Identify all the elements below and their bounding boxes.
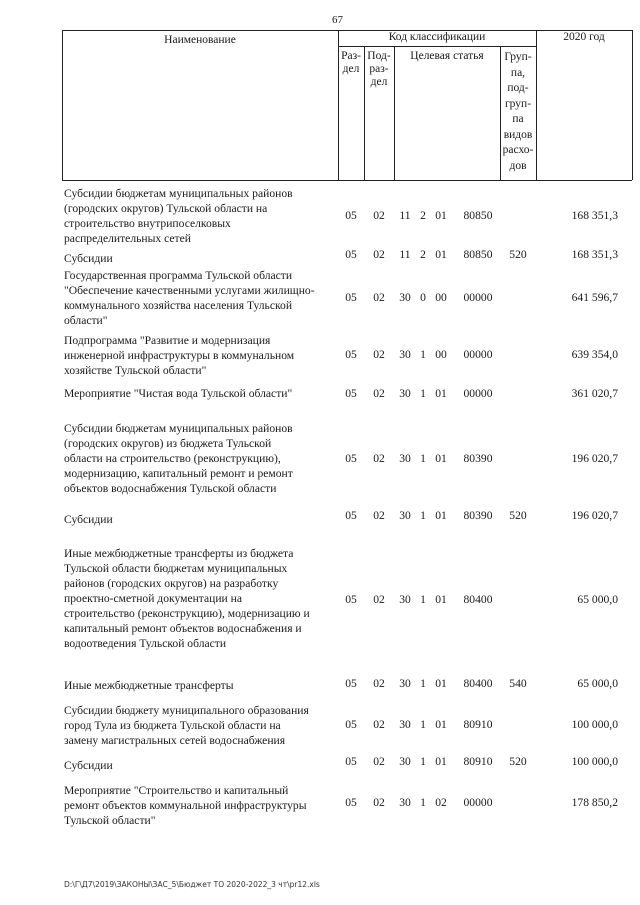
row-expense-group: 520 [509,755,527,768]
row-amount: 168 351,3 [571,209,618,222]
row-target-code: 00000 [463,348,493,361]
row-expense-group: 520 [509,509,527,522]
row-target-code: 80850 [463,248,493,261]
row-section: 05 [345,387,357,400]
row-subsection: 02 [373,291,385,304]
row-target-subprogram: 1 [420,593,426,606]
row-name: Субсидии бюджетам муниципальных районов (городских округов) из бюджета Тульской области на строительство (реконструкцию), модернизацию, капитальный ремонт и ремонт объектов водоснабжения Тульской области [64,422,293,495]
row-subsection: 02 [373,452,385,465]
row-target-subprogram: 1 [420,796,426,809]
row-target-event: 01 [435,755,447,768]
row-subsection: 02 [373,248,385,261]
row-target-program: 30 [399,677,411,690]
row-target-program: 30 [399,291,411,304]
row-amount: 361 020,7 [571,387,618,400]
row-amount: 100 000,0 [571,755,618,768]
row-subsection: 02 [373,677,385,690]
row-target-program: 30 [399,452,411,465]
header-year: 2020 год [563,31,605,43]
row-target-program: 11 [399,209,411,222]
row-amount: 196 020,7 [571,509,618,522]
row-section: 05 [345,755,357,768]
row-target-subprogram: 1 [420,755,426,768]
row-target-event: 01 [435,509,447,522]
row-subsection: 02 [373,209,385,222]
header-expense-group: Груп- па, под- груп- па видов расхо- дов [502,51,534,172]
row-target-code: 80390 [463,452,493,465]
row-name: Субсидии [64,759,113,772]
row-target-event: 01 [435,718,447,731]
row-subsection: 02 [373,509,385,522]
row-section: 05 [345,796,357,809]
row-subsection: 02 [373,755,385,768]
header-target-article: Целевая статья [410,50,484,62]
row-target-code: 00000 [463,796,493,809]
row-target-code: 80400 [463,593,493,606]
header-subsection: Под- раз- дел [367,50,391,88]
row-expense-group: 520 [509,248,527,261]
row-target-program: 30 [399,718,411,731]
row-subsection: 02 [373,796,385,809]
row-subsection: 02 [373,593,385,606]
row-section: 05 [345,452,357,465]
row-target-code: 80910 [463,718,493,731]
page-number: 67 [332,14,343,26]
row-target-event: 01 [435,248,447,261]
row-target-subprogram: 2 [420,248,426,261]
row-target-subprogram: 1 [420,718,426,731]
row-expense-group: 540 [509,677,527,690]
row-target-program: 30 [399,593,411,606]
row-name: Субсидии [64,513,113,526]
row-target-event: 00 [435,348,447,361]
row-amount: 641 596,7 [571,291,618,304]
row-name: Иные межбюджетные трансферты из бюджета Тульской области бюджетам муниципальных районов (городских округов) на разработку проектно-сметной документации на строительство (реконструкцию), модернизацию и капитальный ремонт объектов водоснабжения и водоотведения Тульской области [64,547,310,650]
row-target-program: 30 [399,796,411,809]
row-amount: 168 351,3 [571,248,618,261]
row-target-subprogram: 1 [420,452,426,465]
row-target-program: 30 [399,755,411,768]
row-target-code: 80400 [463,677,493,690]
row-target-subprogram: 1 [420,348,426,361]
row-section: 05 [345,209,357,222]
row-amount: 196 020,7 [571,452,618,465]
header-code-group: Код классификации [388,31,486,43]
row-target-event: 01 [435,387,447,400]
row-target-event: 01 [435,209,447,222]
row-target-event: 02 [435,796,447,809]
row-target-program: 30 [399,509,411,522]
row-section: 05 [345,509,357,522]
row-name: Мероприятие "Строительство и капитальный ремонт объектов коммунальной инфраструктуры Тульской области" [64,784,307,827]
row-target-event: 01 [435,677,447,690]
row-target-event: 00 [435,291,447,304]
row-target-code: 00000 [463,387,493,400]
row-subsection: 02 [373,387,385,400]
row-target-event: 01 [435,452,447,465]
row-target-subprogram: 1 [420,509,426,522]
row-target-code: 80910 [463,755,493,768]
row-name: Субсидии бюджету муниципального образования город Тула из бюджета Тульской области на замену магистральных сетей водоснабжения [64,704,309,747]
row-target-program: 30 [399,387,411,400]
row-target-subprogram: 0 [420,291,426,304]
row-target-code: 80390 [463,509,493,522]
row-section: 05 [345,291,357,304]
row-amount: 65 000,0 [577,677,618,690]
row-section: 05 [345,248,357,261]
row-target-program: 11 [399,248,411,261]
row-section: 05 [345,718,357,731]
row-name: Мероприятие "Чистая вода Тульской области" [64,387,293,400]
file-path-footer: D:\Г\Д7\2019\ЗАКОНЫ\ЗАС_5\Бюджет ТО 2020-2022_3 чт\pr12.xls [64,880,320,889]
row-name: Иные межбюджетные трансферты [64,679,234,692]
header-name: Наименование [164,34,236,46]
row-target-subprogram: 1 [420,677,426,690]
row-section: 05 [345,677,357,690]
row-target-code: 80850 [463,209,493,222]
row-section: 05 [345,593,357,606]
row-amount: 178 850,2 [571,796,618,809]
row-target-event: 01 [435,593,447,606]
row-target-subprogram: 1 [420,387,426,400]
row-subsection: 02 [373,718,385,731]
row-target-code: 00000 [463,291,493,304]
row-amount: 639 354,0 [571,348,618,361]
row-name: Подпрограмма "Развитие и модернизация инженерной инфраструктуры в коммунальном хозяйстве Тульской области" [64,334,295,377]
row-subsection: 02 [373,348,385,361]
row-target-program: 30 [399,348,411,361]
row-section: 05 [345,348,357,361]
row-target-subprogram: 2 [420,209,426,222]
row-amount: 100 000,0 [571,718,618,731]
row-name: Государственная программа Тульской области "Обеспечение качественными услугами жилищно- коммунального хозяйства населения Тульской области" [64,269,315,327]
row-name: Субсидии [64,252,113,265]
row-name: Субсидии бюджетам муниципальных районов (городских округов) Тульской области на строительство внутрипоселковых распределительных сетей [64,187,293,245]
header-section: Раз- дел [341,50,361,75]
row-amount: 65 000,0 [577,593,618,606]
